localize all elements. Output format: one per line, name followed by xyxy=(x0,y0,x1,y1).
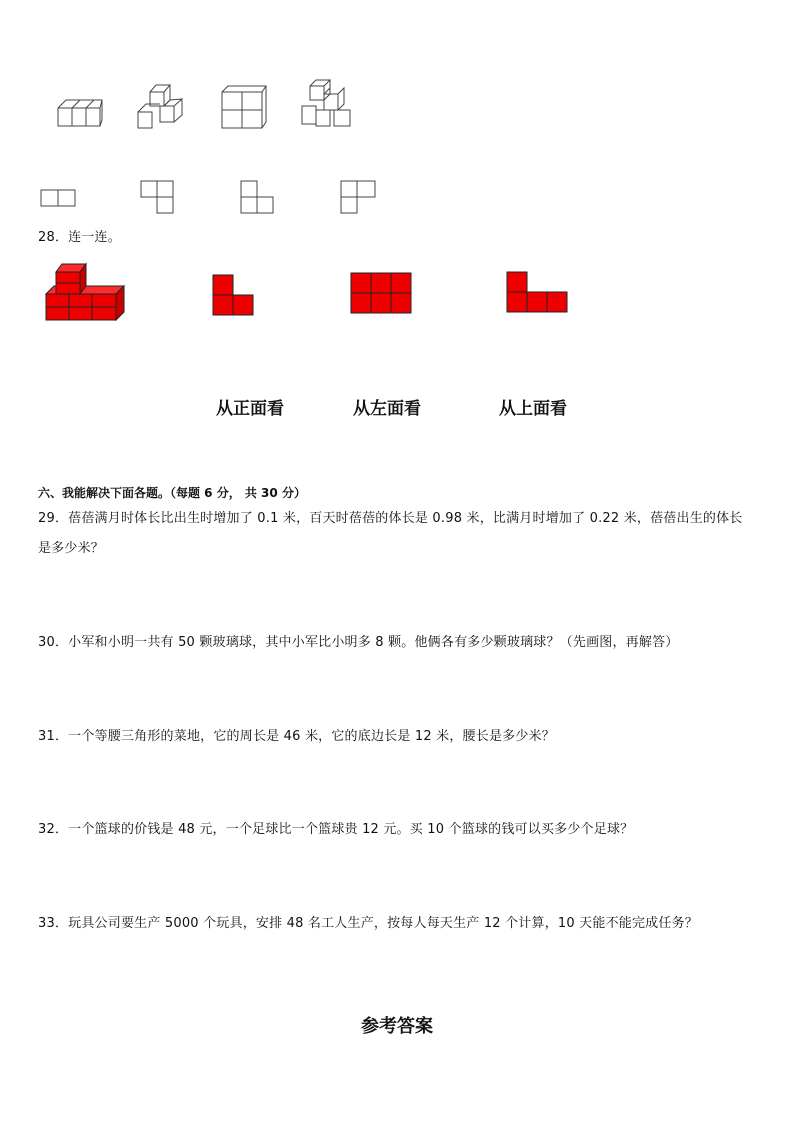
cube-figure-3 xyxy=(220,84,268,130)
question-29-line1: 29．蓓蓓满月时体长比出生时增加了 0.1 米，百天时蓓蓓的体长是 0.98 米，比满月时增加了 0.22 米，蓓蓓出生的体长 xyxy=(38,511,743,526)
cube-figure-4 xyxy=(298,78,356,130)
flat-view-3 xyxy=(240,180,276,216)
view-label-front: 从正面看 xyxy=(216,399,284,419)
flat-view-1 xyxy=(40,188,76,208)
question-28-label: 28．连一连。 xyxy=(38,230,121,245)
red-cube-stack xyxy=(44,262,126,322)
cube-figure-1 xyxy=(56,94,106,130)
flat-view-2 xyxy=(140,180,176,216)
question-29-line2: 是多少米？ xyxy=(38,541,105,556)
section-6-title: 六、我能解决下面各题。（每题 6 分， 共 30 分） xyxy=(38,486,306,500)
question-31: 31．一个等腰三角形的菜地，它的周长是 46 米，它的底边长是 12 米，腰长是多少米？ xyxy=(38,729,555,744)
cube-figure-2 xyxy=(136,82,188,132)
question-33: 33．玩具公司要生产 5000 个玩具，安排 48 名工人生产，按每人每天生产 12 个计算，10 天能不能完成任务？ xyxy=(38,916,698,931)
red-view-rectangle xyxy=(350,272,414,316)
view-label-top: 从上面看 xyxy=(499,399,567,419)
flat-view-4 xyxy=(340,180,376,216)
answer-title: 参考答案 xyxy=(361,1016,433,1037)
question-30: 30．小军和小明一共有 50 颗玻璃球，其中小军比小明多 8 颗。他俩各有多少颗玻璃球？（先画图，再解答） xyxy=(38,635,679,650)
red-view-long-l xyxy=(506,271,570,315)
view-label-left: 从左面看 xyxy=(353,399,421,419)
question-32: 32．一个篮球的价钱是 48 元，一个足球比一个篮球贵 12 元。买 10 个篮球的钱可以买多少个足球？ xyxy=(38,822,634,837)
red-view-l-shape xyxy=(212,274,256,316)
